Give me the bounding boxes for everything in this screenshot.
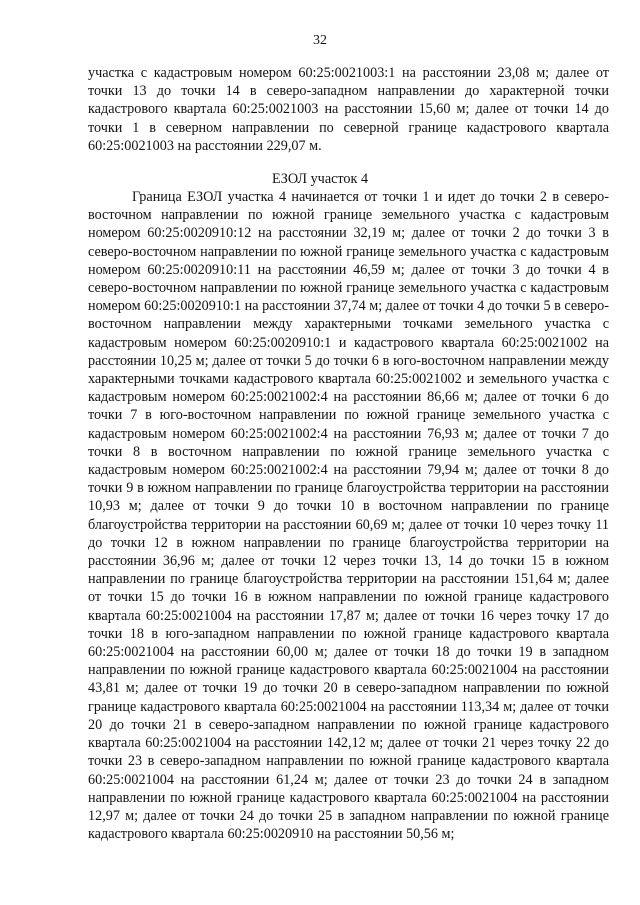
section-title: ЕЗОЛ участок 4	[271, 171, 369, 187]
page-number: 32	[313, 33, 327, 48]
section-paragraph: Граница ЕЗОЛ участка 4 начинается от точки 1 и идет до точки 2 в северо-восточном направлении по южной границе земельного участка с кадастровым номером 60:25:0020910:12 на расстоянии 32,19 м; далее от точки 2 до точки 3 в северо-восточном направлении по южной границе земельного участка с кадастровым номером 60:25:0020910:11 на расстоянии 46,59 м; далее от точки 3 до точки 4 в северо-восточном направлении по южной границе земельного участка с кадастровым номером 60:25:0020910:1 на расстоянии 37,74 м; далее от точки 4 до точки 5 в северо-восточном направлении между характерными точками земельного участка с кадастровым номером 60:25:0020910:1 и кадастрового квартала 60:25:0021002 на расстоянии 10,25 м; далее от точки 5 до точки 6 в юго-восточном направлении между характерными точками кадастрового квартала 60:25:0021002 и земельного участка с кадастровым номером 60:25:0021002:4 на расстоянии 86,66 м; далее от точки 6 до точки 7 в юго-восточном направлении по южной границе земельного участка с кадастровым номером 60:25:0021002:4 на расстоянии 76,93 м; далее от точки 7 до точки 8 в восточном направлении по южной границе земельного участка с кадастровым номером 60:25:0021002:4 на расстоянии 79,94 м; далее от точки 8 до точки 9 в южном направлении по границе благоустройства территории на расстоянии 10,93 м; далее от точки 9 до точки 10 в восточном направлении по границе благоустройства территории на расстоянии 60,69 м; далее от точки 10 через точку 11 до точки 12 в южном направлении по границе благоустройства территории на расстоянии 36,96 м; далее от точки 12 через точки 13, 14 до точки 15 в южном направлении по границе благоустройства территории на расстоянии 151,64 м; далее от точки 15 до точки 16 в южном направлении по южной границе кадастрового квартала 60:25:0021004 на расстоянии 17,87 м; далее от точки 16 через точку 17 до точки 18 в юго-западном направлении по южной границе кадастрового квартала 60:25:0021004 на расстоянии 60,00 м; далее от точки 18 до точки 19 в западном направлении по южной границе кадастрового квартала 60:25:0021004 на расстоянии 43,81 м; далее от точки 19 до точки 20 в северо-западном направлении по южной границе кадастрового квартала 60:25:0021004 на расстоянии 113,34 м; далее от точки 20 до точки 21 в северо-западном направлении по южной границе кадастрового квартала 60:25:0021004 на расстоянии 142,12 м; далее от точки 21 через точку 22 до точки 23 в северо-западном направлении по южной границе кадастрового квартала 60:25:0021004 на расстоянии 61,24 м; далее от точки 23 до точки 24 в западном направлении по южной границе кадастрового квартала 60:25:0021004 на расстоянии 12,97 м; далее от точки 24 до точки 25 в западном направлении по южной границе кадастрового квартала 60:25:0020910 на расстоянии 50,56 м;	[88, 189, 609, 843]
intro-paragraph: участка с кадастровым номером 60:25:0021003:1 на расстоянии 23,08 м; далее от точки 13 до точки 14 в северо-западном направлении до характерной точки кадастрового квартала 60:25:0021003 на расстоянии 15,60 м; далее от точки 14 до точки 1 в северном направлении по северной границе кадастрового квартала 60:25:0021003 на расстоянии 229,07 м.	[88, 65, 609, 154]
